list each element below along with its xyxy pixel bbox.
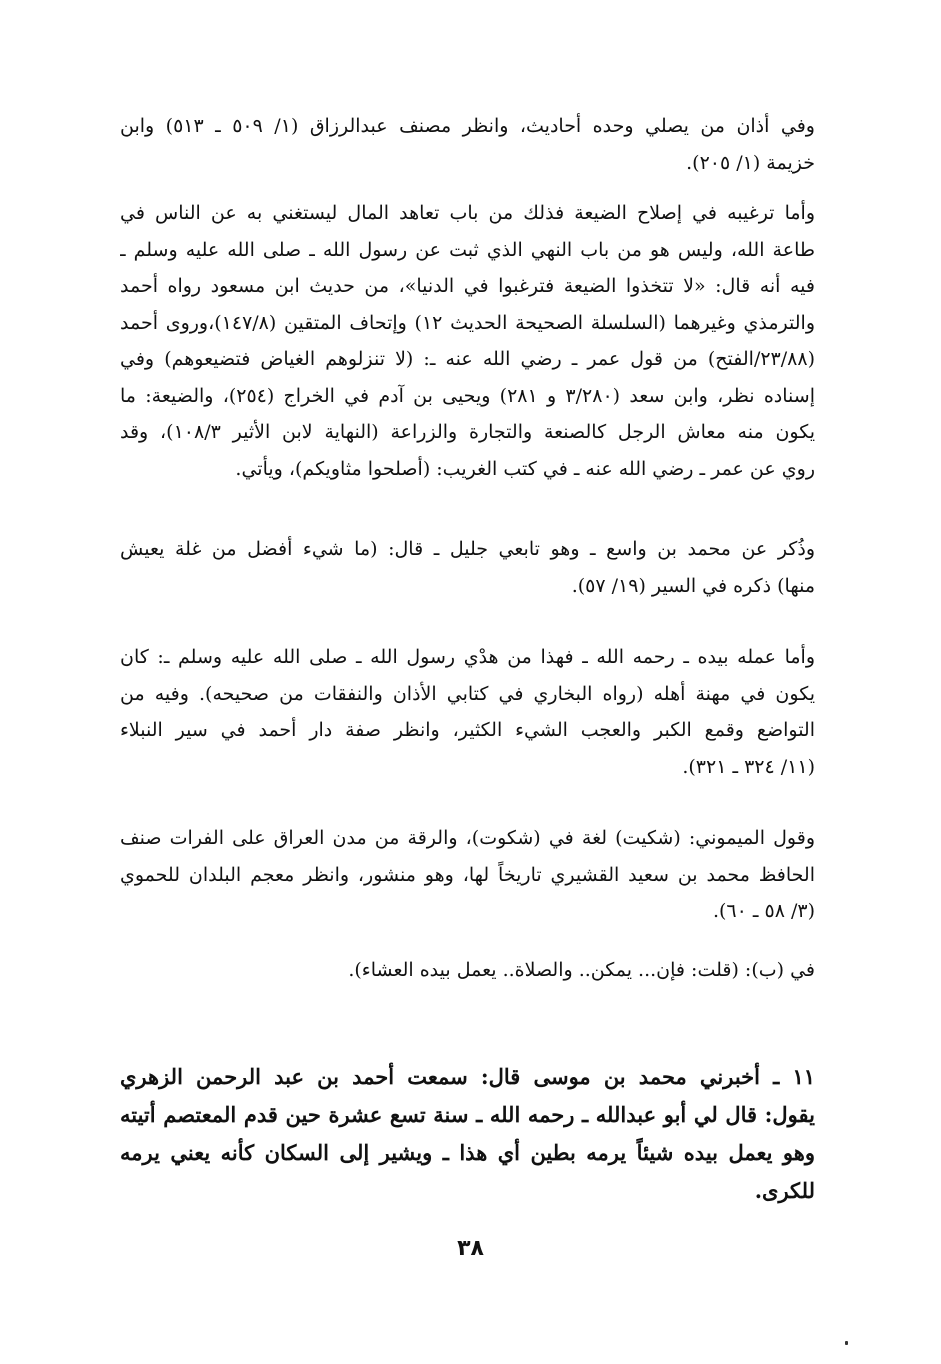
note-paragraph-5 (120, 820, 815, 930)
note-line: منها) ذكره في السير (١٩/ ٥٧). (571, 574, 815, 597)
note-line: الحافظ محمد بن سعيد القشيري تاريخاً لها، وهو منشور، وانظر معجم البلدان للحموي (120, 863, 815, 886)
note-line: التواضع وقمع الكبر والعجب الشيء الكثير، وانظر صفة دار أحمد في سير النبلاء (120, 719, 815, 741)
note-line: (٢٣/٨٨/الفتح) من قول عمر ـ رضي الله عنه ـ: (لا تنزلوهم الغياض فتضيعوهم) وفي (120, 348, 815, 370)
note-line: (١١/ ٣٢٤ ـ ٣٢١). (682, 755, 815, 778)
note-line: (٣/ ٥٨ ـ ٦٠). (712, 900, 815, 922)
note-line: يكون منه معاش الرجل كالصنعة والتجارة والزراعة (النهاية لابن الأثير ١٠٨/٣)، وقد (120, 421, 815, 443)
note-line: والترمذي وغيرهما (السلسلة الصحيحة الحديث ١٢) وإتحاف المتقين (١٤٧/٨)،وروى أحمد (120, 311, 815, 334)
note-line: يكون في مهنة أهله (رواه البخاري في كتابي الأذان والنفقات من صحيحه). وفيه من (120, 682, 815, 705)
main-line: ١١ ـ أخبرني محمد بن موسى قال: سمعت أحمد بن عبد الرحمن الزهري (120, 1064, 815, 1089)
note-line: خزيمة (١/ ٢٠٥). (686, 151, 815, 174)
note-line: وقول الميموني: (شكيت) لغة في (شكوت)، والرقة من مدن العراق على الفرات صنف (120, 827, 815, 849)
note-paragraph-1 (120, 108, 815, 181)
note-paragraph-2 (120, 195, 815, 487)
main-line: وهو يعمل بيده شيئاً يرمه بطين أي هذا ـ ويشير إلى السكان كأنه يعني يرمه (120, 1140, 815, 1165)
main-line: للكرى. (754, 1178, 815, 1203)
note-line: وأما ترغيبه في إصلاح الضيعة فذلك من باب تعاهد المال ليستغني به عن الناس في (120, 202, 815, 224)
note-line: روي عن عمر ـ رضي الله عنه ـ في كتب الغريب: (أصلحوا مثاويكم)، ويأتي. (235, 457, 815, 480)
main-line: يقول: قال لي أبو عبدالله ـ رحمه الله ـ سنة تسع عشرة حين قدم المعتصم أتيته (120, 1102, 815, 1127)
note-line: وأما عمله بيده ـ رحمه الله ـ فهذا من هدْي رسول الله ـ صلى الله عليه وسلم ـ: كان (120, 646, 815, 668)
page-number: ٣٨ (457, 1236, 484, 1261)
note-line: وفي أذان من يصلي وحده أحاديث، وانظر مصنف عبدالرزاق (١/ ٥٠٩ ـ ٥١٣) وابن (120, 115, 815, 137)
note-line: طاعة الله، وليس هو من باب النهي الذي ثبت عن رسول الله ـ صلى الله عليه وسلم ـ (120, 238, 815, 261)
note-line: وذُكر عن محمد بن واسع ـ وهو تابعي جليل ـ قال: (ما شيء أفضل من غلة يعيش (120, 538, 815, 560)
note-paragraph-6 (120, 952, 815, 989)
main-narration (120, 1058, 815, 1210)
note-line: فيه أنه قال: «لا تتخذوا الضيعة فترغبوا في الدنيا»، من حديث ابن مسعود رواه أحمد (120, 275, 815, 297)
note-line: في (ب): (قلت: فإن... يمكن.. والصلاة.. يعمل بيده العشاء). (348, 959, 815, 981)
note-paragraph-3 (120, 531, 815, 604)
note-paragraph-4 (120, 639, 815, 785)
scan-speck (845, 1341, 848, 1345)
note-line: إسناده نظر، وابن سعد (٣/٢٨٠ و ٢٨١) ويحيى بن آدم في الخراج (٢٥٤)، والضيعة: ما (120, 384, 815, 407)
